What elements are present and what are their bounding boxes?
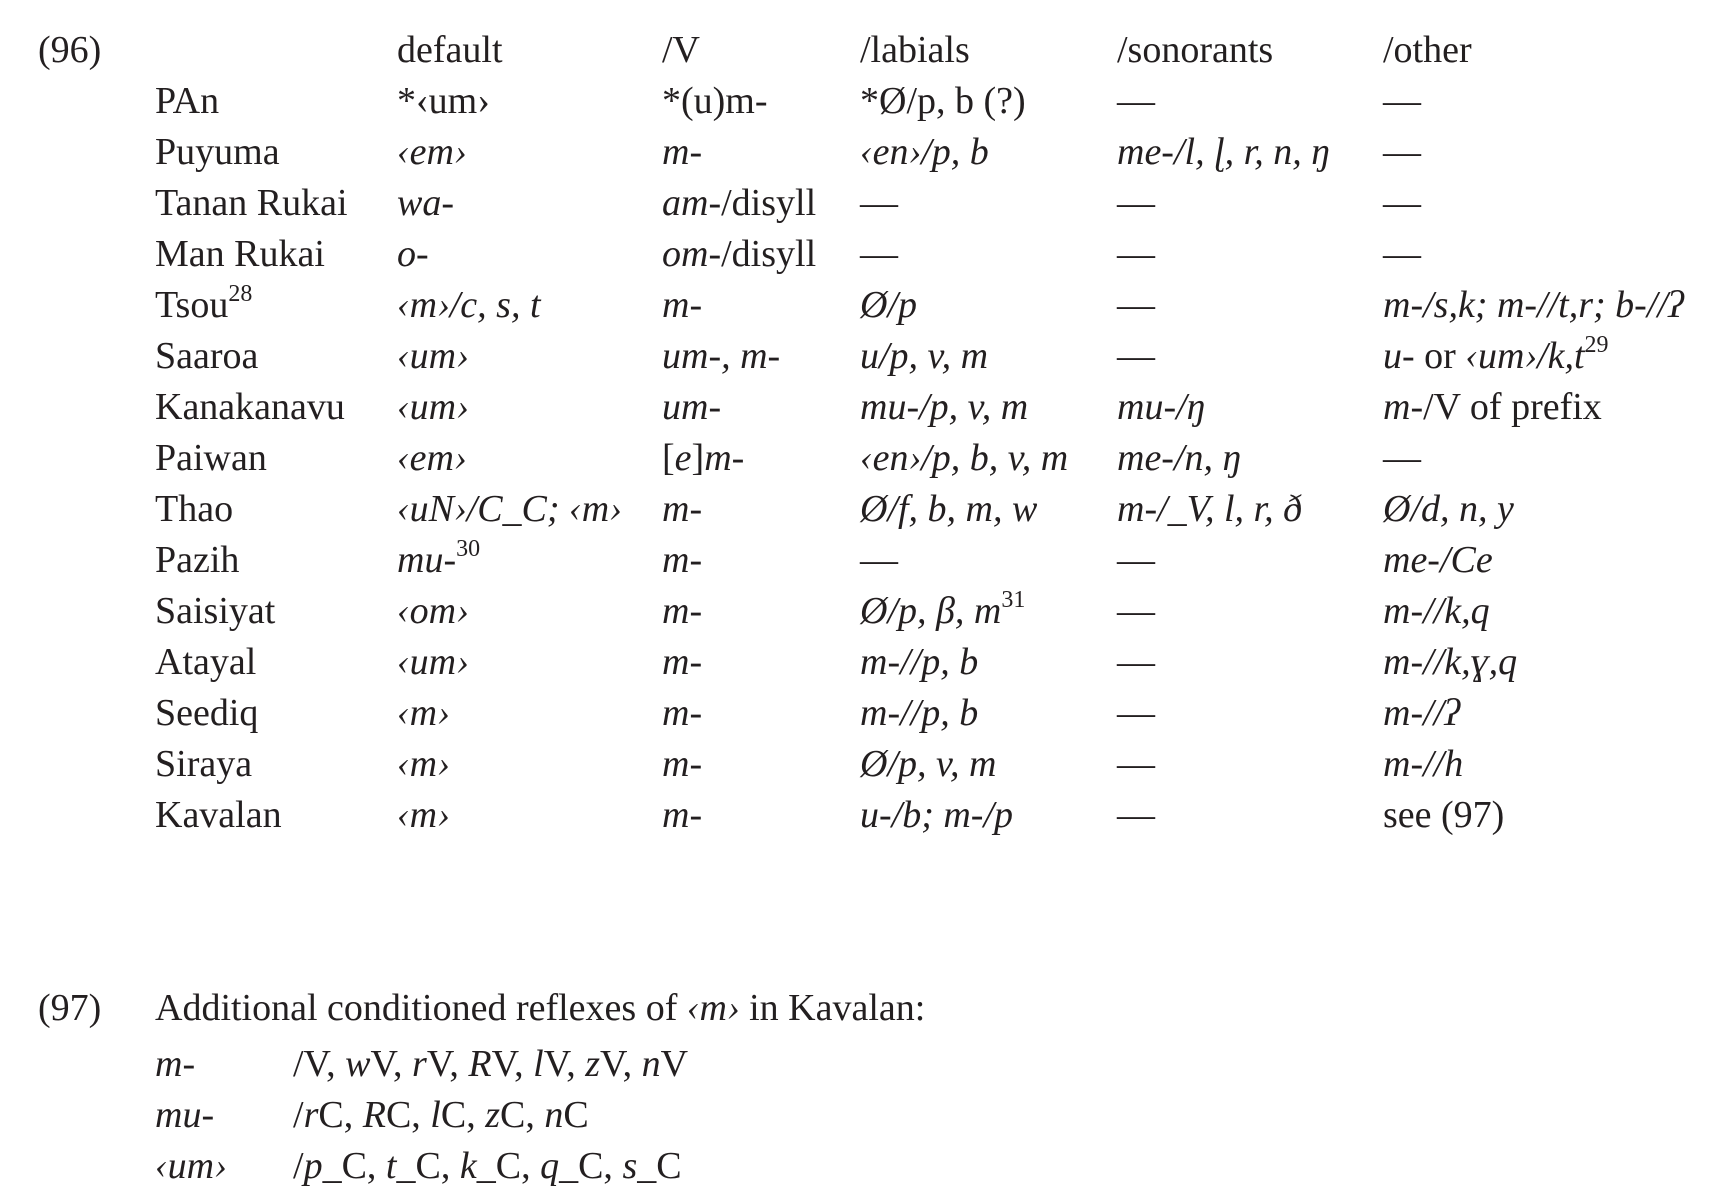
text-segment: q: [540, 1145, 560, 1187]
table-row: [0, 124, 1725, 180]
table-header-row: [0, 22, 1725, 78]
reflex-form: [155, 1087, 214, 1143]
reflex-before-vowel: [662, 481, 702, 537]
text-segment: Ø/f, b, m, w: [860, 488, 1038, 530]
text-segment: Saisiyat: [155, 590, 276, 632]
reflex-other: [1383, 481, 1514, 537]
reflex-default: [397, 124, 467, 180]
text-segment: m-: [662, 692, 703, 734]
table-row: [0, 685, 1725, 741]
reflex-default: [397, 736, 450, 792]
reflex-before-vowel: [662, 634, 702, 690]
table-row: [0, 328, 1725, 384]
language-name: [155, 73, 219, 129]
text-segment: ‹em›: [397, 437, 467, 479]
text-segment: —: [1117, 794, 1155, 836]
text-segment: m-: [662, 488, 703, 530]
text-segment: m-//h: [1383, 743, 1464, 785]
text-segment: —: [1117, 590, 1155, 632]
text-segment: m-: [1383, 386, 1424, 428]
text-segment: Man Rukai: [155, 233, 325, 275]
text-segment: /disyll: [721, 182, 817, 224]
table-row: [0, 736, 1725, 792]
text-segment: —: [1383, 131, 1421, 173]
text-segment: _C,: [322, 1145, 386, 1187]
language-name: [155, 379, 345, 435]
text-segment: V,: [491, 1043, 534, 1085]
text-segment: Ø/p, v, m: [860, 743, 997, 785]
text-segment: —: [1383, 437, 1421, 479]
reflex-before-vowel: [662, 583, 702, 639]
text-segment: Atayal: [155, 641, 257, 683]
text-segment: Seediq: [155, 692, 259, 734]
text-segment: ‹m›/c, s, t: [397, 284, 541, 326]
reflex-labials: [860, 736, 997, 792]
reflex-before-vowel: [662, 736, 702, 792]
text-segment: ‹um›/k,t: [1465, 335, 1585, 377]
footnote-marker: 31: [1001, 587, 1026, 613]
table-row: [0, 481, 1725, 537]
text-segment: —: [1383, 182, 1421, 224]
text-segment: —: [1117, 182, 1155, 224]
text-segment: ‹um›: [397, 335, 469, 377]
reflex-sonorants: [1117, 634, 1155, 690]
column-header-labials: /labials: [860, 29, 970, 71]
text-segment: m-: [662, 794, 703, 836]
reflex-other: [1383, 685, 1460, 741]
text-segment: u/p, v, m: [860, 335, 989, 377]
reflex-labials: [860, 430, 1068, 486]
text-segment: —: [1383, 233, 1421, 275]
language-name: [155, 481, 233, 537]
text-segment: r: [303, 1094, 319, 1136]
text-segment: z: [485, 1094, 501, 1136]
reflex-default: [397, 787, 450, 843]
reflex-other: [1383, 532, 1493, 588]
text-segment: t: [385, 1145, 397, 1187]
text-segment: m-: [662, 590, 703, 632]
text-segment: u-/b; m-/p: [860, 794, 1014, 836]
reflex-sonorants: [1117, 175, 1155, 231]
text-segment: _C,: [476, 1145, 541, 1187]
reflex-sonorants: [1117, 532, 1155, 588]
text-segment: V,: [543, 1043, 586, 1085]
reflex-labials: [860, 685, 978, 741]
text-segment: m-//k,ɣ,q: [1383, 641, 1518, 683]
text-segment: l: [430, 1094, 441, 1136]
text-segment: Kanakanavu: [155, 386, 345, 428]
reflex-labials: [860, 328, 988, 384]
table-row: [0, 379, 1725, 435]
text-segment: mu-: [155, 1094, 215, 1136]
reflex-sonorants: [1117, 481, 1302, 537]
text-segment: /: [293, 1145, 304, 1187]
table-row: [0, 226, 1725, 282]
text-segment: ‹uN›/C_C; ‹m›: [397, 488, 622, 530]
language-name: [155, 634, 256, 690]
text-segment: l: [533, 1043, 544, 1085]
text-segment: n: [641, 1043, 661, 1085]
text-segment: k: [459, 1145, 477, 1187]
text-segment: ‹em›: [397, 131, 467, 173]
text-segment: —: [1117, 284, 1155, 326]
reflex-other: [1383, 124, 1421, 180]
reflex-labials: [860, 532, 898, 588]
reflex-default: [397, 481, 622, 537]
text-segment: *Ø/p, b (?): [860, 80, 1026, 122]
reflex-default: [397, 175, 454, 231]
reflex-other: [1383, 583, 1490, 639]
column-header-other: /other: [1383, 29, 1472, 71]
text-segment: Pazih: [155, 539, 240, 581]
text-segment: om-: [662, 233, 722, 275]
text-segment: Tanan Rukai: [155, 182, 348, 224]
text-segment: e: [674, 437, 692, 479]
text-segment: /V,: [293, 1043, 346, 1085]
text-segment: —: [1383, 80, 1421, 122]
text-segment: [: [662, 437, 675, 479]
text-segment: m-: [662, 539, 703, 581]
text-segment: mu-/ŋ: [1117, 386, 1205, 428]
language-name: [155, 430, 267, 486]
text-segment: —: [1117, 233, 1155, 275]
text-segment: R: [468, 1043, 492, 1085]
reflex-default: [397, 379, 469, 435]
text-segment: mu-: [397, 539, 457, 581]
table-row: [0, 583, 1725, 639]
reflex-before-vowel: [662, 430, 744, 486]
reflex-labials: [860, 124, 989, 180]
table-row: [0, 787, 1725, 843]
text-segment: me-/Ce: [1383, 539, 1493, 581]
reflex-before-vowel: [662, 379, 721, 435]
reflex-labials: [860, 73, 1026, 129]
text-segment: o-: [397, 233, 429, 275]
text-segment: in Kavalan:: [739, 987, 926, 1029]
reflex-other: [1383, 430, 1421, 486]
text-segment: ‹um›: [397, 386, 469, 428]
language-name: [155, 175, 348, 231]
text-segment: m-//k,q: [1383, 590, 1490, 632]
reflex-sonorants: [1117, 685, 1155, 741]
language-name: [155, 736, 252, 792]
text-segment: —: [1117, 743, 1155, 785]
text-segment: ‹m›: [686, 987, 740, 1029]
reflex-form: [155, 1138, 227, 1194]
reflex-before-vowel: [662, 685, 702, 741]
reflex-default: [397, 685, 450, 741]
text-segment: PAn: [155, 80, 220, 122]
text-segment: C,: [385, 1094, 431, 1136]
reflex-other: [1383, 277, 1684, 333]
text-segment: V: [660, 1043, 689, 1085]
reflex-sonorants: [1117, 73, 1155, 129]
reflex-sonorants: [1117, 736, 1155, 792]
text-segment: or: [1414, 335, 1466, 377]
text-segment: —: [860, 539, 898, 581]
language-name: [155, 583, 275, 639]
text-segment: /disyll: [721, 233, 817, 275]
text-segment: _C,: [559, 1145, 623, 1187]
reflex-labials: [860, 379, 1028, 435]
reflex-sonorants: [1117, 379, 1205, 435]
table-row: [0, 430, 1725, 486]
text-segment: /: [293, 1094, 304, 1136]
text-segment: s: [622, 1145, 638, 1187]
table-row: [0, 175, 1725, 231]
language-name: [155, 328, 258, 384]
text-segment: m-//p, b: [860, 641, 979, 683]
text-segment: Kavalan: [155, 794, 282, 836]
reflex-sonorants: [1117, 277, 1155, 333]
text-segment: C,: [500, 1094, 545, 1136]
reflex-other: [1383, 787, 1504, 843]
text-segment: Ø/p: [860, 284, 917, 326]
text-segment: ]: [691, 437, 705, 479]
language-name: [155, 787, 282, 843]
reflex-sonorants: [1117, 430, 1241, 486]
reflex-environment: [293, 1138, 682, 1194]
table-row: [0, 634, 1725, 690]
table-row: [0, 532, 1725, 588]
text-segment: —: [1117, 80, 1155, 122]
reflex-sonorants: [1117, 583, 1155, 639]
column-header-default: default: [397, 29, 503, 71]
reflex-environment: [293, 1087, 589, 1143]
text-segment: *‹um›: [397, 80, 490, 122]
text-segment: Thao: [155, 488, 234, 530]
text-segment: um-, m-: [662, 335, 781, 377]
column-header-sonorants: /sonorants: [1117, 29, 1274, 71]
reflex-default: [397, 73, 490, 129]
reflex-form: [155, 1036, 195, 1092]
reflex-labials: [860, 226, 898, 282]
footnote-marker: 29: [1584, 332, 1609, 358]
reflex-sonorants: [1117, 328, 1155, 384]
reflex-sonorants: [1117, 787, 1155, 843]
table-row: [0, 73, 1725, 129]
reflex-before-vowel: [662, 277, 702, 333]
text-segment: n: [544, 1094, 564, 1136]
text-segment: —: [1117, 335, 1155, 377]
reflex-labials: [860, 277, 917, 333]
text-segment: am-: [662, 182, 722, 224]
text-segment: Siraya: [155, 743, 253, 785]
text-segment: R: [362, 1094, 386, 1136]
text-segment: p: [303, 1145, 323, 1187]
reflex-sonorants: [1117, 226, 1155, 282]
text-segment: —: [1117, 539, 1155, 581]
text-segment: see (97): [1383, 794, 1505, 836]
text-segment: ‹m›: [397, 692, 450, 734]
text-segment: C,: [318, 1094, 363, 1136]
text-segment: —: [1117, 692, 1155, 734]
text-segment: Tsou: [155, 284, 229, 326]
reflex-labials: [860, 481, 1037, 537]
text-segment: Ø/d, n, y: [1383, 488, 1514, 530]
footnote-marker: 28: [228, 281, 253, 307]
text-segment: m-/s,k; m-//t,r; b-//ʔ: [1383, 284, 1684, 326]
text-segment: Paiwan: [155, 437, 267, 479]
text-segment: um-: [662, 386, 722, 428]
text-segment: ‹m›: [397, 794, 450, 836]
reflex-before-vowel: [662, 532, 702, 588]
reflex-other: [1383, 379, 1602, 435]
reflex-other: [1383, 175, 1421, 231]
language-name: [155, 532, 239, 588]
text-segment: m-: [662, 284, 703, 326]
reflex-labials: [860, 175, 898, 231]
example-97-intro: [155, 980, 925, 1036]
column-header-v: /V: [662, 29, 700, 71]
reflex-before-vowel: [662, 73, 768, 129]
reflex-before-vowel: [662, 328, 780, 384]
text-segment: *(u)m-: [662, 80, 768, 122]
text-segment: Additional conditioned reflexes of: [155, 987, 687, 1029]
reflex-default: [397, 583, 469, 639]
text-segment: w: [345, 1043, 371, 1085]
text-segment: m-: [662, 131, 703, 173]
reflex-environment: [293, 1036, 688, 1092]
text-segment: m-: [704, 437, 745, 479]
reflex-default: [397, 430, 467, 486]
text-segment: —: [860, 233, 898, 275]
text-segment: m-: [662, 743, 703, 785]
text-segment: V,: [370, 1043, 413, 1085]
text-segment: C: [563, 1094, 589, 1136]
text-segment: —: [860, 182, 898, 224]
reflex-default: [397, 226, 429, 282]
text-segment: V,: [600, 1043, 642, 1085]
reflex-other: [1383, 736, 1463, 792]
text-segment: /V of prefix: [1423, 386, 1602, 428]
reflex-default: [397, 634, 469, 690]
reflex-default: [397, 328, 469, 384]
example-number-96: (96): [38, 29, 102, 71]
reflex-before-vowel: [662, 175, 816, 231]
text-segment: —: [1117, 641, 1155, 683]
reflex-sonorants: [1117, 124, 1330, 180]
text-segment: u-: [1383, 335, 1415, 377]
reflex-other: [1383, 73, 1421, 129]
text-segment: ‹om›: [397, 590, 469, 632]
reflex-other: [1383, 226, 1421, 282]
reflex-labials: [860, 787, 1013, 843]
text-segment: wa-: [397, 182, 454, 224]
text-segment: m-: [155, 1043, 196, 1085]
language-name: [155, 226, 325, 282]
text-segment: C,: [440, 1094, 486, 1136]
text-segment: ‹en›/p, b: [860, 131, 989, 173]
text-segment: _C,: [396, 1145, 460, 1187]
language-name: [155, 685, 258, 741]
text-segment: m-//ʔ: [1383, 692, 1460, 734]
text-segment: r: [412, 1043, 427, 1085]
reflex-before-vowel: [662, 226, 816, 282]
text-segment: m-/_V, l, r, ð: [1117, 488, 1303, 530]
language-name: [155, 124, 280, 180]
reflex-other: [1383, 634, 1517, 690]
text-segment: Ø/p, β, m: [860, 590, 1002, 632]
reflex-labials: [860, 634, 978, 690]
table-row: [0, 277, 1725, 333]
reflex-default: [397, 277, 541, 333]
text-segment: me-/l, ɭ, r, n, ŋ: [1117, 131, 1330, 173]
text-segment: V,: [426, 1043, 469, 1085]
text-segment: ‹um›: [397, 641, 469, 683]
example-number-97: (97): [38, 987, 102, 1029]
text-segment: ‹um›: [155, 1145, 227, 1187]
text-segment: m-//p, b: [860, 692, 979, 734]
reflex-before-vowel: [662, 787, 702, 843]
text-segment: me-/n, ŋ: [1117, 437, 1241, 479]
text-segment: m-: [662, 641, 703, 683]
reflex-before-vowel: [662, 124, 702, 180]
text-segment: mu-/p, v, m: [860, 386, 1029, 428]
text-segment: Puyuma: [155, 131, 280, 173]
text-segment: z: [585, 1043, 601, 1085]
footnote-marker: 30: [456, 536, 481, 562]
text-segment: ‹en›/p, b, v, m: [860, 437, 1069, 479]
text-segment: Saaroa: [155, 335, 259, 377]
text-segment: _C: [637, 1145, 682, 1187]
text-segment: ‹m›: [397, 743, 450, 785]
